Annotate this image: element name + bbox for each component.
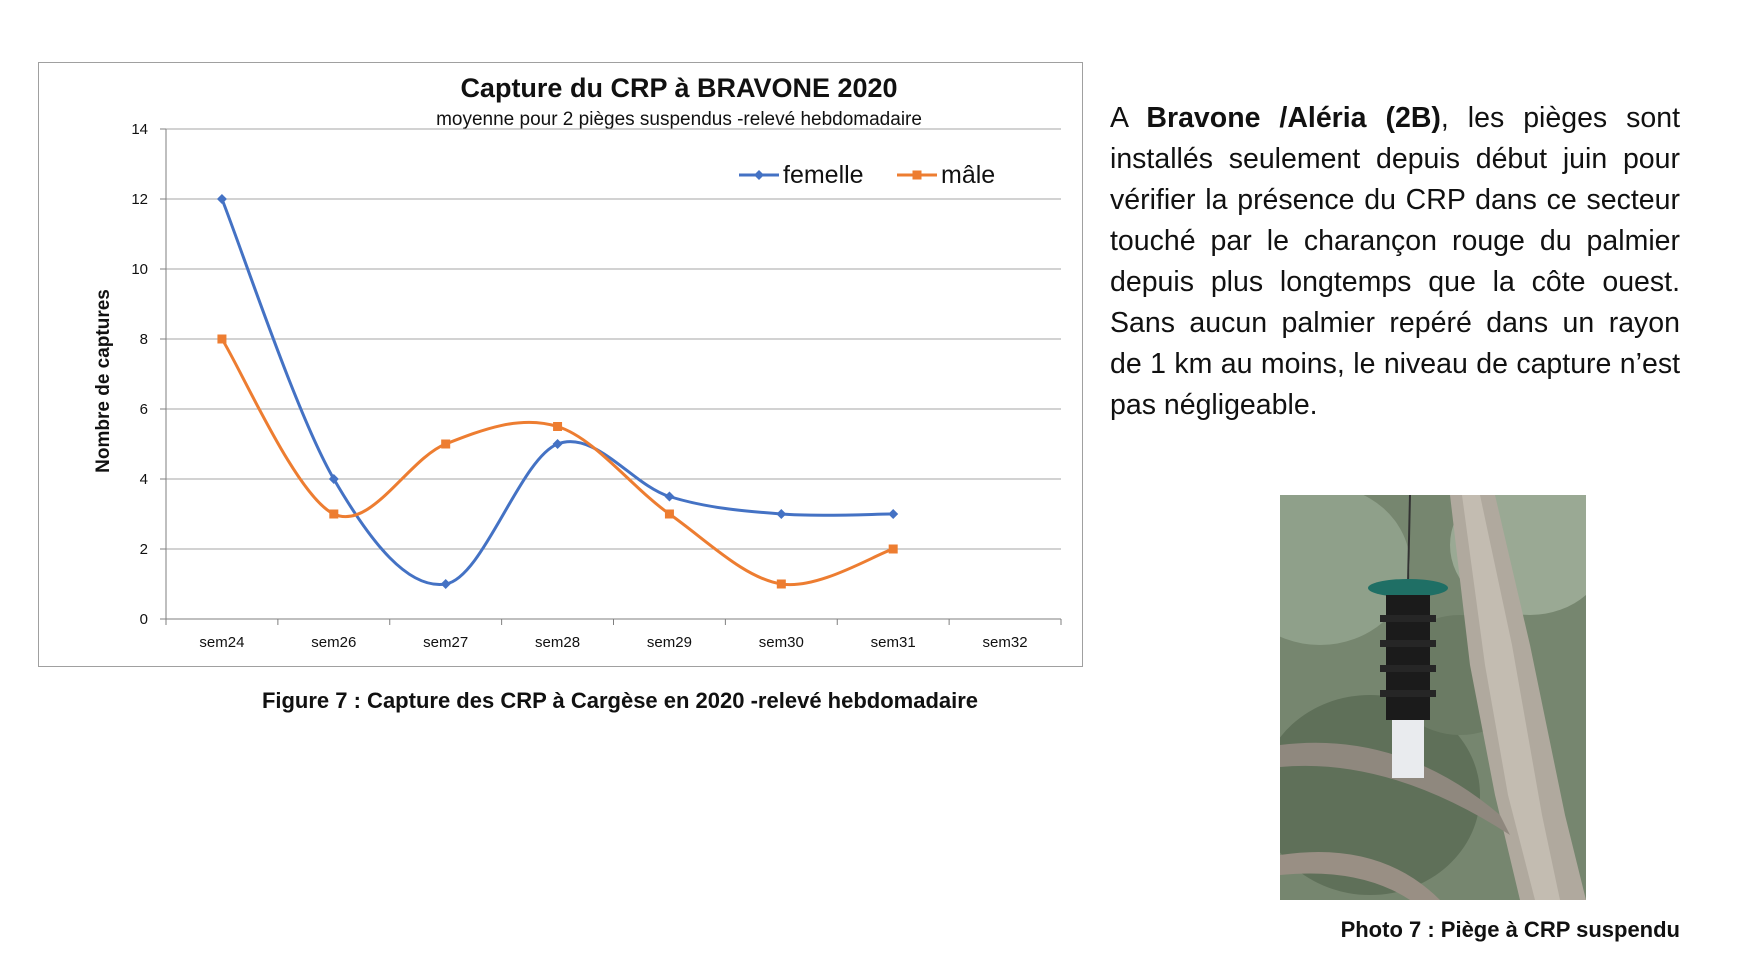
x-tick-label: sem29 — [646, 634, 692, 651]
y-tick-label: 12 — [131, 191, 148, 208]
y-tick-label: 6 — [139, 401, 148, 418]
description-prefix: A — [1110, 102, 1147, 134]
series-line-1 — [222, 339, 893, 585]
x-tick-label: sem27 — [423, 634, 469, 651]
description-body: , les pièges sont installés seulement depuis début juin pour vérifier la présence du CRP dans ce secteur touché par le charançon rouge du palmier depuis plus longtemps que la côte ouest. Sans aucun palmier repéré dans un rayon de 1 km au moins, le niveau de capture n’est pas négligeable. — [1110, 102, 1681, 421]
location-name: Bravone /Aléria (2B) — [1146, 102, 1441, 134]
photo-caption: Photo 7 : Piège à CRP suspendu — [1340, 917, 1680, 942]
y-tick-label: 0 — [139, 611, 148, 628]
chart-title: Capture du CRP à BRAVONE 2020 — [460, 73, 898, 103]
data-point-marker — [664, 492, 674, 502]
data-point-marker — [329, 510, 338, 519]
data-point-marker — [665, 510, 674, 519]
figure-caption: Figure 7 : Capture des CRP à Cargèse en 2020 -relevé hebdomadaire — [261, 688, 979, 713]
x-tick-label: sem26 — [311, 634, 357, 651]
chart-subtitle: moyenne pour 2 pièges suspendus -relevé hebdomadaire — [436, 109, 922, 130]
y-tick-label: 10 — [131, 261, 148, 278]
y-axis-label: Nombre de captures — [93, 289, 114, 473]
legend — [739, 161, 995, 189]
chart-frame — [38, 62, 1083, 667]
y-tick-label: 8 — [139, 331, 148, 348]
legend-marker — [754, 170, 764, 180]
line-chart — [39, 63, 1084, 668]
data-point-marker — [777, 580, 786, 589]
x-tick-label: sem28 — [535, 634, 581, 651]
y-tick-label: 4 — [139, 471, 148, 488]
data-point-marker — [441, 440, 450, 449]
trap-photo — [1280, 495, 1586, 900]
data-point-marker — [217, 335, 226, 344]
data-point-marker — [888, 509, 898, 519]
description-paragraph — [1110, 98, 1680, 426]
y-tick-label: 14 — [131, 121, 148, 138]
data-point-marker — [553, 439, 563, 449]
y-tick-label: 2 — [139, 541, 148, 558]
data-point-marker — [217, 194, 227, 204]
legend-label: mâle — [941, 161, 996, 189]
x-tick-label: sem31 — [870, 634, 916, 651]
x-tick-label: sem32 — [982, 634, 1028, 651]
data-point-marker — [889, 545, 898, 554]
legend-marker — [913, 171, 922, 180]
data-point-marker — [776, 509, 786, 519]
legend-label: femelle — [783, 161, 864, 189]
series-line-0 — [222, 199, 893, 584]
data-point-marker — [441, 579, 451, 589]
x-tick-label: sem24 — [199, 634, 245, 651]
x-tick-label: sem30 — [758, 634, 804, 651]
data-point-marker — [553, 422, 562, 431]
